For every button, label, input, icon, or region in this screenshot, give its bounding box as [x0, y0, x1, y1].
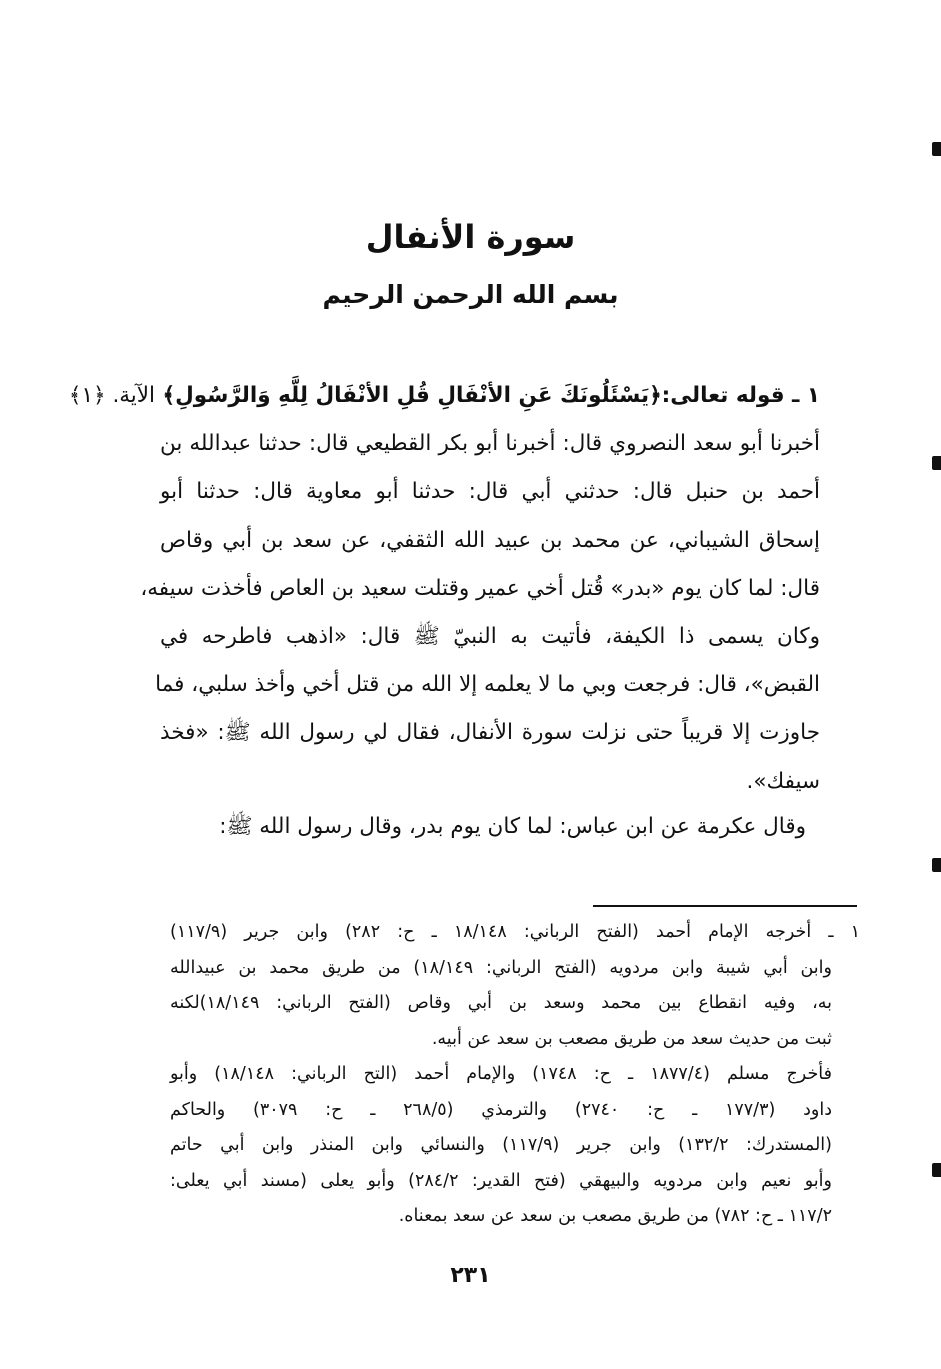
text-line: سيفك». — [746, 768, 820, 794]
page-number: ٢٣١ — [450, 1263, 491, 1288]
text-line: قال: لما كان يوم «بدر» قُتل أخي عمير وقتلت سعيد بن العاص فأخذت سيفه، — [140, 575, 820, 601]
text-line: أحمد بن حنبل قال: حدثني أبي قال: حدثنا أبو معاوية قال: حدثنا أبو — [160, 479, 820, 505]
footnote-line: فأخرج مسلم (١٨٧٧/٤ ـ ح: ١٧٤٨) والإمام أحمد (التح الرباني: ١٨/١٤٨) وأبو — [170, 1064, 832, 1084]
heading-label: قوله تعالى: — [661, 383, 785, 408]
text-line: جاوزت إلا قريباً حتى نزلت سورة الأنفال، فقال لي رسول الله ﷺ: «فخذ — [160, 720, 820, 746]
footnote-divider — [593, 905, 857, 907]
basmala: بسم الله الرحمن الرحيم — [322, 280, 619, 309]
verse-heading — [68, 372, 820, 420]
edge-mark — [932, 142, 941, 156]
verse-text: ﴿يَسْئَلُونَكَ عَنِ الأنْفَالِ قُلِ الأنْفَالُ لِلَّهِ وَالرَّسُولِ﴾ — [162, 383, 662, 408]
footnote-line: ١ ـ أخرجه الإمام أحمد (الفتح الرباني: ١٨/١٤٨ ـ ح: ٢٨٢) وابن جرير (١١٧/٩) — [170, 922, 860, 942]
main-text — [68, 372, 820, 806]
heading-suffix: الآية. ﴿١﴾ — [68, 383, 156, 408]
surah-title: سورة الأنفال — [365, 218, 576, 256]
text-line: إسحاق الشيباني، عن محمد بن عبيد الله الثقفي، عن سعد بن أبي وقاص — [160, 527, 820, 553]
text-line: أخبرنا أبو سعد النصروي قال: أخبرنا أبو بكر القطيعي قال: حدثنا عبدالله بن — [160, 431, 820, 457]
footnotes — [170, 915, 860, 1235]
footnote-line: وابن أبي شيبة وابن مردويه (الفتح الرباني: ١٨/١٤٩) من طريق محمد بن عبيدالله — [170, 957, 832, 978]
footnote-line: داود (١٧٧/٣ ـ ح: ٢٧٤٠) والترمذي (٢٦٨/٥ ـ ح: ٣٠٧٩) والحاكم — [170, 1099, 832, 1120]
edge-mark — [932, 858, 941, 872]
footnote-line: ثبت من حديث سعد من طريق مصعب بن سعد عن أبيه. — [431, 1028, 832, 1049]
footnote-line: وأبو نعيم وابن مردويه والبيهقي (فتح القدير: ٢٨٤/٢) وأبو يعلى (مسند أبي يعلى: — [170, 1170, 832, 1191]
footnote-line: ١١٧/٢ ـ ح: ٧٨٢) من طريق مصعب بن سعد عن سعد بمعناه. — [398, 1206, 832, 1226]
text-line: وكان يسمى ذا الكيفة، فأتيت به النبيّ ﷺ قال: «اذهب فاطرحه في — [160, 624, 820, 650]
paragraph-2: وقال عكرمة عن ابن عباس: لما كان يوم بدر، وقال رسول الله ﷺ: — [219, 814, 806, 839]
edge-mark — [932, 1163, 941, 1177]
edge-mark — [932, 456, 941, 470]
footnote-line: به، وفيه انقطاع بين محمد وسعد بن أبي وقاص (الفتح الرباني: ١٨/١٤٩)لكنه — [170, 993, 832, 1013]
text-line: القبض»، قال: فرجعت وبي ما لا يعلمه إلا الله من قتل أخي وأخذ سلبي، فما — [155, 672, 820, 698]
footnote-line: (المستدرك: ١٣٢/٢) وابن جرير (١١٧/٩) والنسائي وابن المنذر وابن أبي حاتم — [170, 1135, 832, 1155]
heading-number: ١ ـ — [792, 383, 820, 408]
